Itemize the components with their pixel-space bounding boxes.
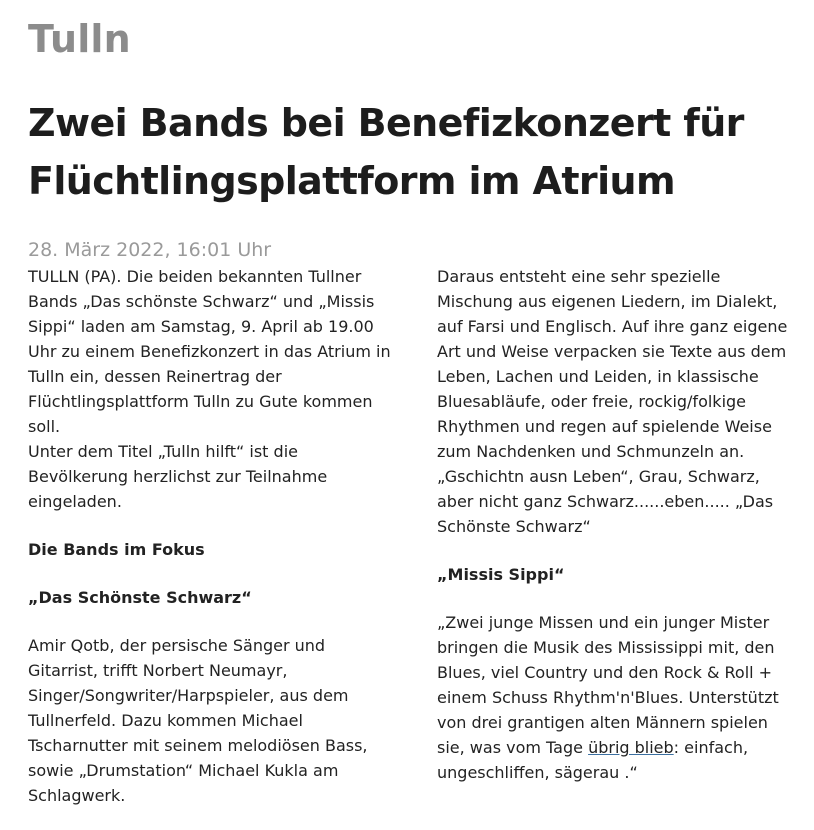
article-right-column	[437, 264, 797, 785]
intro-paragraph: TULLN (PA). Die beiden bekannten Tullner Bands „Das schönste Schwarz“ und „Missis Sippi“ laden am Samstag, 9. April ab 19.00 Uhr zu einem Benefizkonzert in das Atrium in Tulln ein, dessen Reinertrag der Flüchtlingsplattform Tulln zu Gute kommen soll.	[28, 267, 391, 436]
section-heading: Die Bands im Fokus	[28, 540, 205, 559]
invite-paragraph: Unter dem Titel „Tulln hilft“ ist die Bevölkerung herzlichst zur Teilnahme eingeladen.	[28, 442, 328, 511]
band2-text-before-link: „Zwei junge Missen und ein junger Mister bringen die Musik des Mississippi mit, den Blues, viel Country und den Rock & Roll + einem Schuss Rhythm'n'Blues. Unterstützt von drei grantigen alten Männern spielen sie, was vom Tage	[437, 613, 779, 757]
publish-date: 28. März 2022, 16:01 Uhr	[28, 239, 272, 261]
band2-text-after-link: : einfach, ungeschliffen, sägerau .“	[437, 738, 749, 782]
location-label[interactable]: Tulln	[28, 17, 131, 61]
band1-description-paragraph: Daraus entsteht eine sehr spezielle Mischung aus eigenen Liedern, im Dialekt, auf Farsi und Englisch. Auf ihre ganz eigene Art und Weise verpacken sie Texte aus dem Leben, Lachen und Leiden, in klassische Bluesabläufe, oder freie, rockig/folkige Rhythmen und regen auf spielende Weise zum Nachdenken und Schmunzeln an.	[437, 267, 788, 461]
article-left-column	[28, 264, 400, 808]
paragraph-spacer	[28, 562, 400, 585]
paragraph-spacer	[28, 514, 400, 537]
paragraph-spacer	[437, 539, 797, 562]
band2-paragraph	[437, 610, 797, 785]
band1-paragraph: Amir Qotb, der persische Sänger und Gitarrist, trifft Norbert Neumayr, Singer/Songwriter/Harpspieler, aus dem Tullnerfeld. Dazu kommen Michael Tscharnutter mit seinem melodiösen Bass, sowie „Drumstation“ Michael Kukla am Schlagwerk.	[28, 636, 368, 805]
article-headline: Zwei Bands bei Benefizkonzert für Flüchtlingsplattform im Atrium	[28, 101, 744, 203]
band1-quote-paragraph: „Gschichtn ausn Leben“, Grau, Schwarz, aber nicht ganz Schwarz......eben..... „Das Schönste Schwarz“	[437, 467, 774, 536]
band1-title: „Das Schönste Schwarz“	[28, 588, 252, 607]
paragraph-spacer	[28, 610, 400, 633]
paragraph-spacer	[437, 587, 797, 610]
band2-title: „Missis Sippi“	[437, 565, 565, 584]
inline-link-uebrig-blieb[interactable]: übrig blieb	[588, 738, 674, 757]
